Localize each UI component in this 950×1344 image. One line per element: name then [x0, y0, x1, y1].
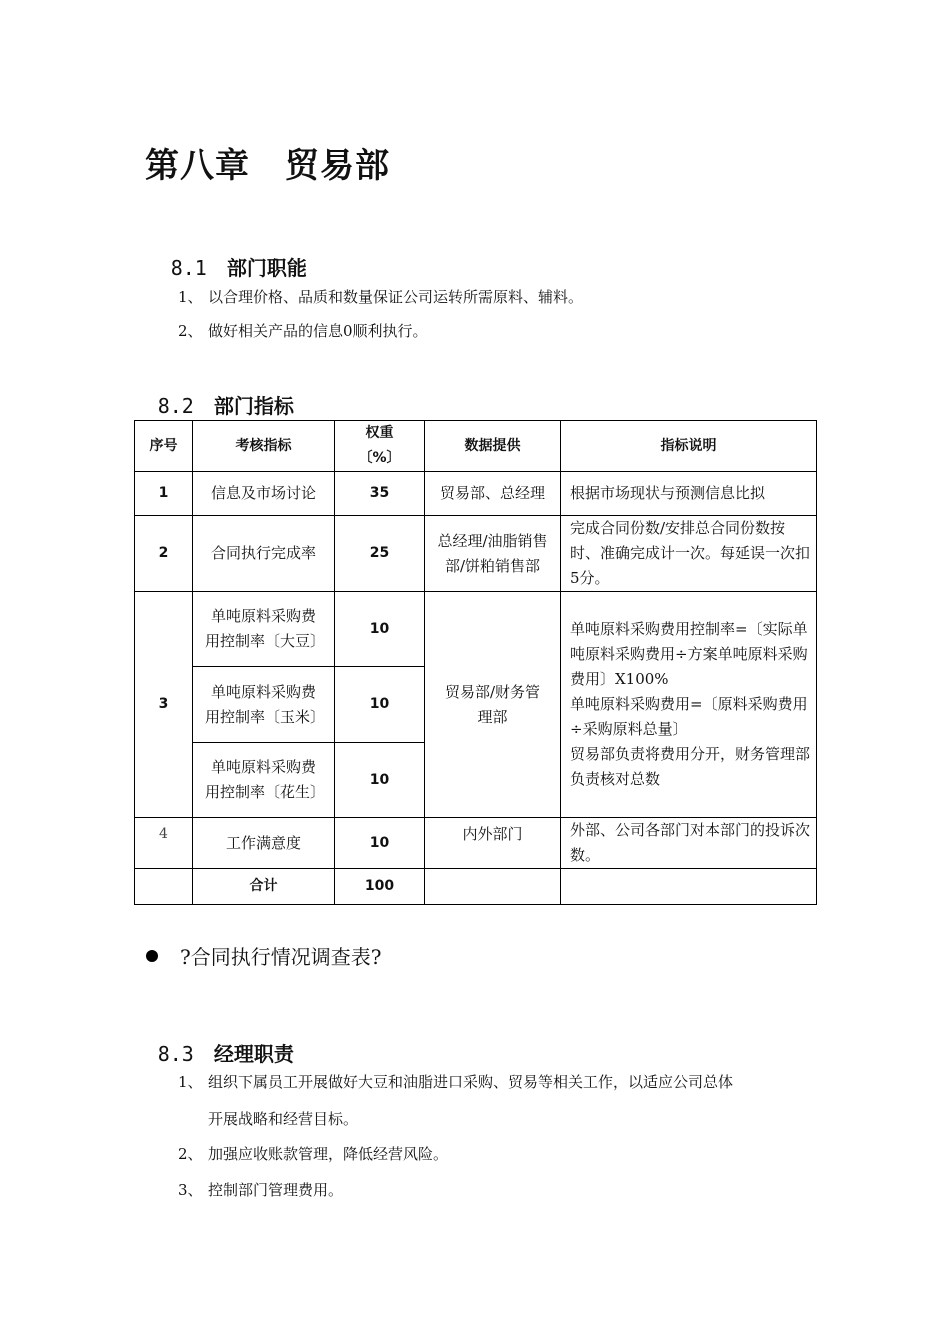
table-total-row — [135, 869, 817, 905]
header-cell: 序号 — [135, 421, 193, 472]
section-title: 部门指标 — [213, 394, 294, 418]
list-item-text: 组织下属员工开展做好大豆和油脂进口采购、贸易等相关工作，以适应公司总体 — [208, 1073, 734, 1091]
header-cell: 权重〔%〕 — [335, 421, 425, 472]
kpi-table — [134, 420, 817, 905]
cell-indicator: 信息及市场讨论 — [193, 472, 335, 516]
list-item-text: 控制部门管理费用。 — [208, 1181, 344, 1199]
cell-weight: 10 — [335, 667, 425, 743]
section-number: 8.2 — [157, 394, 194, 418]
list-item-text: 加强应收账款管理，降低经营风险。 — [208, 1145, 449, 1163]
cell-weight: 10 — [335, 743, 425, 818]
header-cell: 考核指标 — [193, 421, 335, 472]
list-item — [178, 1071, 733, 1092]
cell-provider: 内外部门 — [425, 818, 561, 869]
header-cell: 指标说明 — [561, 421, 817, 472]
cell-no: 3 — [135, 592, 193, 818]
chapter-title: 第八章 贸易部 — [145, 146, 390, 186]
section-heading-8-3 — [145, 1014, 294, 1067]
cell-weight: 35 — [335, 472, 425, 516]
cell-empty — [425, 869, 561, 905]
table-row — [135, 472, 817, 516]
cell-indicator: 合同执行完成率 — [193, 516, 335, 592]
cell-desc: 单吨原料采购费用控制率=〔实际单吨原料采购费用÷方案单吨原料采购费用〕X100% 单吨原料采购费用=〔原料采购费用÷采购原料总量〕 贸易部负责将费用分开，财务管理部负责核对总数 — [561, 592, 817, 818]
bullet-dot-icon — [146, 950, 158, 962]
bullet-item — [146, 941, 381, 970]
section-title: 部门职能 — [226, 256, 307, 280]
list-item-text: 做好相关产品的信息0顺利执行。 — [208, 322, 428, 340]
cell-no: 1 — [135, 472, 193, 516]
cell-empty — [135, 869, 193, 905]
table-row — [135, 818, 817, 869]
section-number: 8.3 — [157, 1042, 194, 1066]
cell-no: 4 — [135, 818, 193, 869]
list-item-number: 2、 — [178, 1145, 203, 1163]
cell-weight: 10 — [335, 592, 425, 667]
cell-desc: 外部、公司各部门对本部门的投诉次数。 — [561, 818, 817, 869]
list-item — [178, 1179, 343, 1200]
cell-provider: 贸易部、总经理 — [425, 472, 561, 516]
bullet-text: ?合同执行情况调查表? — [180, 945, 382, 969]
list-item — [178, 320, 428, 341]
cell-weight: 25 — [335, 516, 425, 592]
header-cell: 数据提供 — [425, 421, 561, 472]
list-item-text: 以合理价格、品质和数量保证公司运转所需原料、辅料。 — [208, 288, 584, 306]
total-weight: 100 — [335, 869, 425, 905]
section-title: 经理职责 — [213, 1042, 294, 1066]
table-row — [135, 592, 817, 667]
list-item-number: 3、 — [178, 1181, 203, 1199]
section-heading-8-1 — [158, 228, 307, 281]
cell-no: 2 — [135, 516, 193, 592]
total-label: 合计 — [193, 869, 335, 905]
cell-empty — [561, 869, 817, 905]
section-heading-8-2 — [145, 366, 294, 419]
cell-weight: 10 — [335, 818, 425, 869]
list-item-continuation: 开展战略和经营目标。 — [208, 1110, 359, 1128]
list-item-number: 1、 — [178, 1073, 203, 1091]
cell-indicator: 单吨原料采购费用控制率〔大豆〕 — [193, 592, 335, 667]
list-item — [178, 286, 583, 307]
cell-provider: 贸易部/财务管理部 — [425, 592, 561, 818]
list-item-number: 1、 — [178, 288, 203, 306]
cell-provider: 总经理/油脂销售部/饼粕销售部 — [425, 516, 561, 592]
table-row — [135, 516, 817, 592]
list-item — [178, 1143, 448, 1164]
cell-desc: 完成合同份数/安排总合同份数按时、准确完成计一次。每延误一次扣5分。 — [561, 516, 817, 592]
cell-indicator: 单吨原料采购费用控制率〔花生〕 — [193, 743, 335, 818]
cell-desc: 根据市场现状与预测信息比拟 — [561, 472, 817, 516]
cell-indicator: 工作满意度 — [193, 818, 335, 869]
section-number: 8.1 — [170, 256, 207, 280]
table-header-row — [135, 421, 817, 472]
list-item-number: 2、 — [178, 322, 203, 340]
cell-indicator: 单吨原料采购费用控制率〔玉米〕 — [193, 667, 335, 743]
